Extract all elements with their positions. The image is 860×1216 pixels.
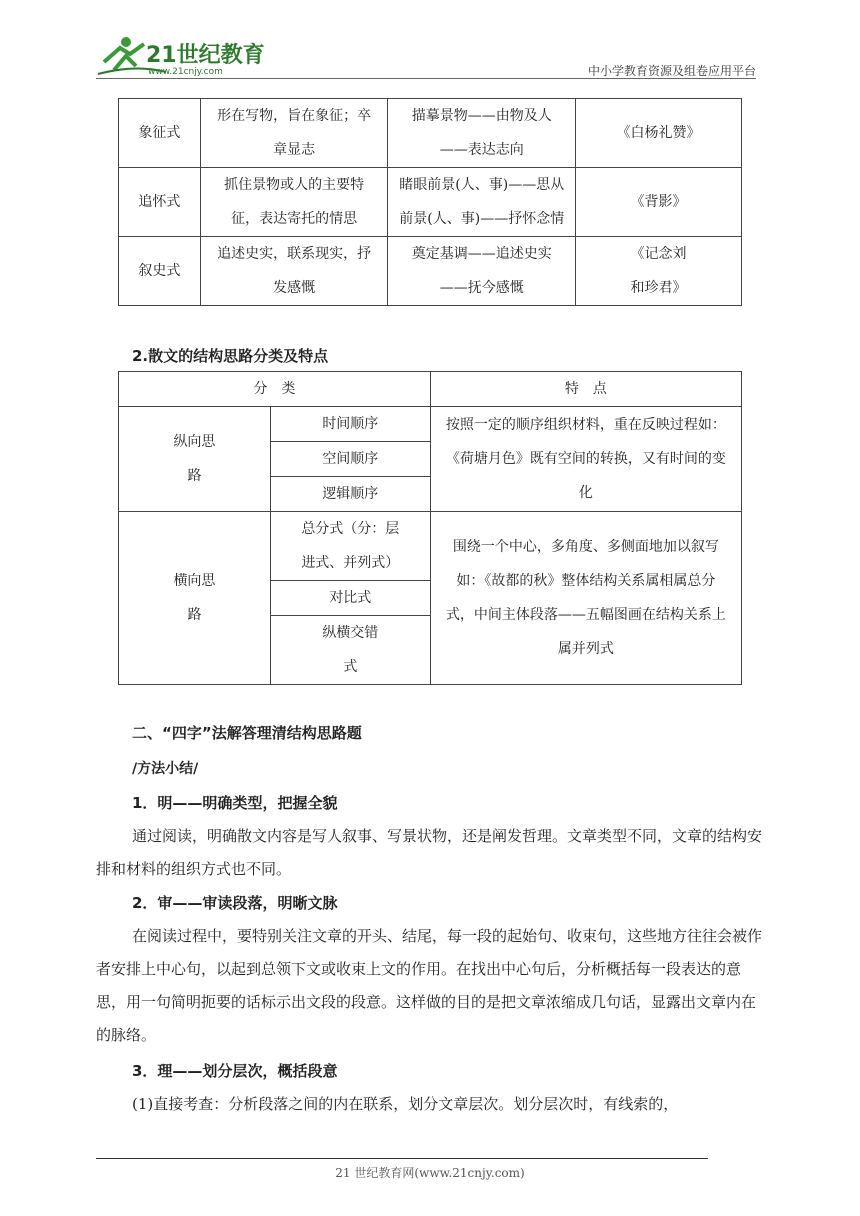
page-footer: 21 世纪教育网(www.21cnjy.com) <box>335 1166 525 1180</box>
list-item: 逻辑顺序 <box>270 477 430 512</box>
example-cell: 《背影》 <box>576 168 742 237</box>
example-cell: 《记念刘和珍君》 <box>576 237 742 306</box>
essay-type-table <box>118 98 742 306</box>
table-row <box>119 512 742 581</box>
feature-cell: 追述史实，联系现实，抒发感慨 <box>200 237 388 306</box>
table-row <box>119 168 742 237</box>
structure-cell: 奠定基调——追述史实——抚今感慨 <box>388 237 576 306</box>
footer-divider <box>96 1158 708 1159</box>
horizontal-feature: 围绕一个中心，多角度、多侧面地加以叙写如：《故都的秋》整体结构关系属相属总分式，中间主体段落——五幅图画在结构关系上属并列式 <box>430 512 741 685</box>
vertical-feature: 按照一定的顺序组织材料，重在反映过程如：《荷塘月色》既有空间的转换，又有时间的变化 <box>430 407 741 512</box>
header-divider <box>96 78 756 79</box>
step-text: 在阅读过程中，要特别关注文章的开头、结尾，每一段的起始句、收束句，这些地方往往会被作者安排上中心句，以起到总领下文或收束上文的作用。在找出中心句后，分析概括每一段表达的意思，用一句简明扼要的话标示出文段的段意。这样做的目的是把文章浓缩成几句话，显露出文章内在的脉络。 <box>96 927 763 1044</box>
step-title: 2．审——审读段落，明晰文脉 <box>132 894 338 912</box>
list-item: 空间顺序 <box>270 442 430 477</box>
table-header-row <box>119 372 742 407</box>
structure-cell: 描摹景物——由物及人——表达志向 <box>388 99 576 168</box>
example-cell: 《白杨礼赞》 <box>576 99 742 168</box>
svg-text:www.21cnjy.com: www.21cnjy.com <box>148 67 223 77</box>
structure-table <box>118 371 742 685</box>
platform-name: 中小学教育资源及组卷应用平台 <box>587 64 756 78</box>
table-row <box>119 99 742 168</box>
structure-cell: 睹眼前景(人、事)——思从前景(人、事)——抒怀念情 <box>388 168 576 237</box>
svg-text:21世纪教育: 21世纪教育 <box>146 43 265 68</box>
method-label: /方法小结/ <box>132 761 199 777</box>
type-cell: 叙史式 <box>119 237 201 306</box>
table-row <box>119 407 742 442</box>
header-feature: 特 点 <box>430 372 741 407</box>
part-title: 二、“四字”法解答理清结构思路题 <box>132 724 362 742</box>
header-category: 分 类 <box>119 372 431 407</box>
step-text: 通过阅读，明确散文内容是写人叙事、写景状物，还是阐发哲理。文章类型不同，文章的结构安排和材料的组织方式也不同。 <box>96 827 763 878</box>
feature-cell: 抓住景物或人的主要特征，表达寄托的情思 <box>200 168 388 237</box>
type-cell: 追怀式 <box>119 168 201 237</box>
feature-cell: 形在写物，旨在象征；卒章显志 <box>200 99 388 168</box>
list-item: 对比式 <box>270 581 430 616</box>
section-heading: 2.散文的结构思路分类及特点 <box>132 347 329 365</box>
horizontal-label: 横向思路 <box>119 512 271 685</box>
step-text: (1)直接考查：分析段落之间的内在联系，划分文章层次。划分层次时，有线索的， <box>132 1095 679 1113</box>
list-item: 纵横交错式 <box>270 616 430 685</box>
vertical-label: 纵向思路 <box>119 407 271 512</box>
page-header <box>96 34 756 82</box>
logo-icon <box>96 34 266 78</box>
step-title: 3．理——划分层次，概括段意 <box>132 1062 338 1080</box>
step-title: 1．明——明确类型，把握全貌 <box>132 794 338 812</box>
list-item: 总分式（分：层进式、并列式） <box>270 512 430 581</box>
type-cell: 象征式 <box>119 99 201 168</box>
list-item: 时间顺序 <box>270 407 430 442</box>
table-row <box>119 237 742 306</box>
